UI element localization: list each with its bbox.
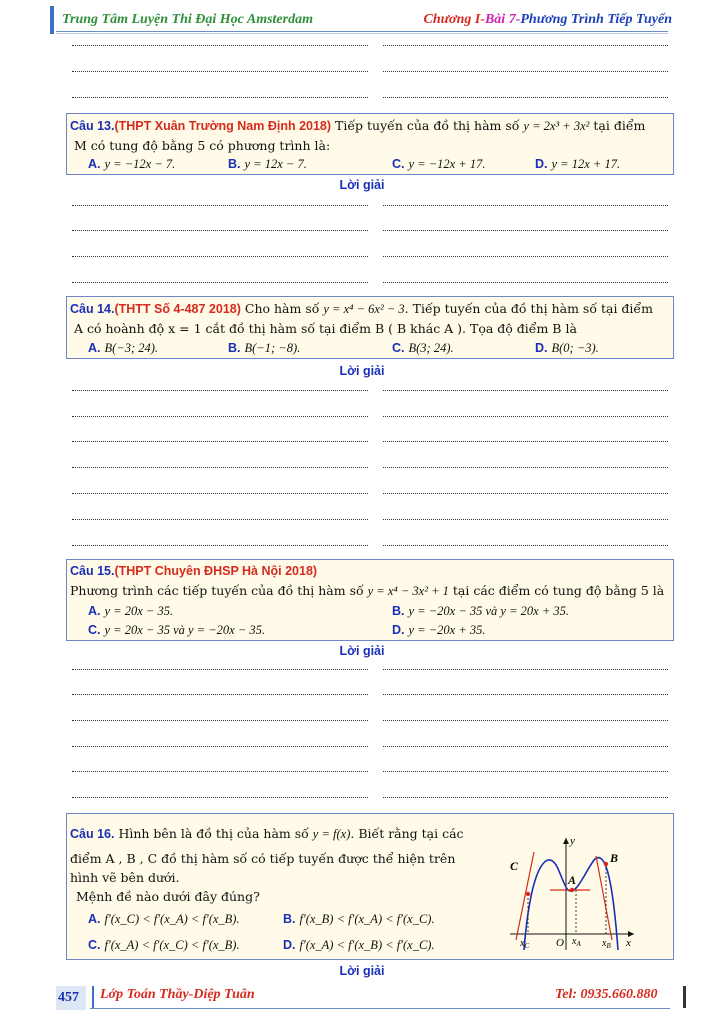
point-c: [526, 892, 530, 896]
question-13-answer-b[interactable]: B. y = 12x − 7.: [228, 157, 307, 171]
origin-label: O: [556, 937, 564, 949]
footer-rule: [90, 1008, 670, 1009]
question-15-line-1: [70, 563, 317, 578]
question-14-line-2: A có hoành độ x = 1 cắt đồ thị hàm số tại điểm B ( B khác A ). Tọa độ điểm B là: [74, 321, 577, 336]
question-16-line-2: điểm A , B , C đồ thị hàm số có tiếp tuyến được thể hiện trên: [70, 851, 456, 866]
footer-teacher: Lớp Toán Thầy-Diệp Tuân: [100, 987, 255, 1002]
question-15-source: (THPT Chuyên ĐHSP Hà Nội 2018): [114, 564, 318, 578]
question-14-solution-label: Lời giải: [339, 364, 385, 378]
question-15-function: y = x⁴ − 3x² + 1: [367, 584, 449, 598]
tick-xa: $x_A$: [572, 936, 581, 948]
question-14-line-1: Câu 14.(THTT Số 4-487 2018) Cho hàm số y = x⁴ − 6x² − 3. Tiếp tuyến của đồ thị hàm số tại điểm: [70, 301, 653, 316]
question-15-answer-a[interactable]: A. y = 20x − 35.: [88, 604, 174, 618]
question-16-solution-label: Lời giải: [339, 964, 385, 978]
question-14-answer-c[interactable]: C. B(3; 24).: [392, 341, 454, 355]
function-curve: [524, 858, 618, 950]
question-13-answer-d[interactable]: D. y = 12x + 17.: [535, 157, 621, 171]
x-label: x: [626, 937, 631, 949]
y-axis-arrow: [563, 838, 569, 844]
question-13-function: y = 2x³ + 3x²: [523, 119, 590, 133]
question-13-line-2: M có tung độ bằng 5 có phương trình là:: [74, 138, 331, 153]
header-school-name: Trung Tâm Luyện Thi Đại Học Amsterdam: [62, 12, 313, 27]
question-15-solution-label: Lời giải: [339, 644, 385, 658]
label-a: A: [568, 873, 577, 887]
header-topic: Phương Trình Tiếp Tuyến: [520, 12, 672, 27]
point-a: [570, 888, 574, 892]
question-13-answer-c[interactable]: C. y = −12x + 17.: [392, 157, 486, 171]
footer-separator: [92, 986, 94, 1008]
header-chapter: Chương I-: [423, 12, 485, 27]
question-14-answer-b[interactable]: B. B(−1; −8).: [228, 341, 301, 355]
question-16-line-3: hình vẽ bên dưới.: [70, 870, 180, 885]
footer-end-bar: [683, 986, 686, 1008]
question-16-line-1: Câu 16. Hình bên là đồ thị của hàm số y = f(x). Biết rằng tại các: [70, 826, 464, 841]
header-chapter-title: [424, 12, 672, 28]
question-15-label: Câu 15.: [70, 564, 115, 578]
label-b: B: [610, 851, 619, 865]
question-14-function: y = x⁴ − 6x² − 3: [323, 302, 405, 316]
question-16-label: Câu 16.: [70, 827, 115, 841]
header-accent-bar: [50, 6, 54, 34]
question-13-answer-a[interactable]: A. y = −12x − 7.: [88, 157, 176, 171]
question-16-line-4: Mệnh đề nào dưới đây đúng?: [76, 889, 260, 904]
tangent-b: [596, 856, 612, 940]
question-16-answer-c[interactable]: C. f′(x_A) < f′(x_C) < f′(x_B).: [88, 938, 240, 952]
header-rule-2: [56, 33, 668, 34]
y-label: y: [570, 835, 575, 847]
question-14-label: Câu 14.: [70, 302, 115, 316]
question-13-solution-label: Lời giải: [339, 178, 385, 192]
question-16-function: y = f(x): [312, 827, 351, 841]
question-14-source: (THTT Số 4-487 2018): [114, 302, 241, 316]
point-b: [604, 862, 608, 866]
tick-xb: $x_B$: [602, 938, 611, 950]
header-rule: [56, 31, 668, 32]
question-14-answer-a[interactable]: A. B(−3; 24).: [88, 341, 159, 355]
question-13-line-1: Câu 13.(THPT Xuân Trường Nam Định 2018) Tiếp tuyến của đồ thị hàm số y = 2x³ + 3x² tại điểm: [70, 118, 646, 133]
footer-phone: Tel: 0935.660.880: [555, 987, 658, 1002]
question-15-line-2: Phương trình các tiếp tuyến của đồ thị hàm số y = x⁴ − 3x² + 1 tại các điểm có tung độ bằng 5 là: [70, 583, 665, 598]
question-16-answer-d[interactable]: D. f′(x_A) < f′(x_B) < f′(x_C).: [283, 938, 435, 952]
page-number: 457: [58, 990, 79, 1005]
label-c: C: [510, 859, 519, 873]
question-13-source: (THPT Xuân Trường Nam Định 2018): [114, 119, 332, 133]
question-13-label: Câu 13.: [70, 119, 115, 133]
question-16-answer-b[interactable]: B. f′(x_B) < f′(x_A) < f′(x_C).: [283, 912, 435, 926]
question-14-answer-d[interactable]: D. B(0; −3).: [535, 341, 599, 355]
tick-xc: $x_C$: [520, 938, 530, 950]
question-15-answer-b[interactable]: B. y = −20x − 35 và y = 20x + 35.: [392, 604, 570, 618]
header-lesson: Bài 7-: [484, 12, 521, 27]
function-graph: [506, 830, 640, 954]
question-16-answer-a[interactable]: A. f′(x_C) < f′(x_A) < f′(x_B).: [88, 912, 240, 926]
question-15-answer-d[interactable]: D. y = −20x + 35.: [392, 623, 486, 637]
question-15-answer-c[interactable]: C. y = 20x − 35 và y = −20x − 35.: [88, 623, 266, 637]
